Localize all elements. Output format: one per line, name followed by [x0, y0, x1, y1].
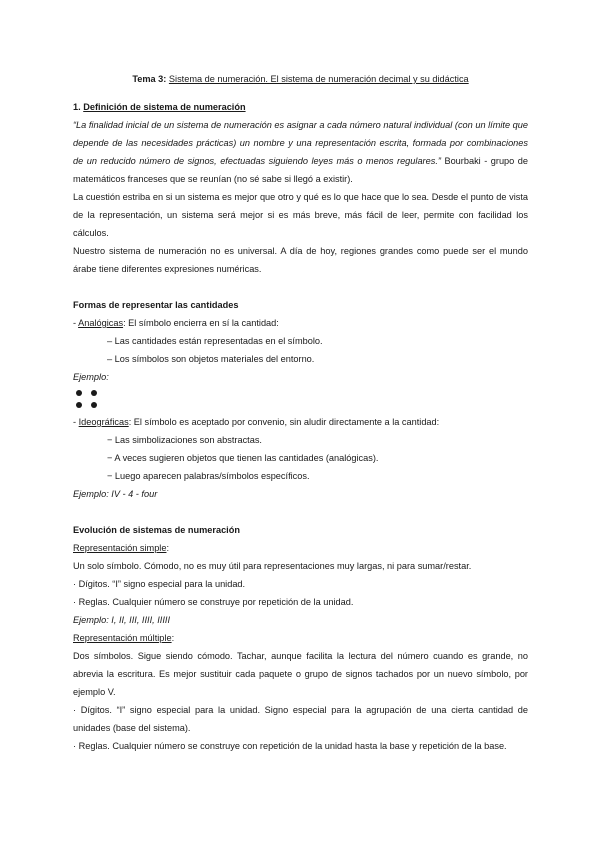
dot — [91, 402, 97, 408]
dot — [76, 402, 82, 408]
bourbaki-quote: “La finalidad inicial de un sistema de numeración es asignar a cada número natural individual (con un límite que depende de las necesidades prácticas) un nombre y una representación escrita, formada por combinaciones de un reducido número de signos, efectuadas siguiendo leyes más o menos regulares.” — [73, 120, 528, 166]
multiple-line: · Dígitos. “I” signo especial para la unidad. Signo especial para la agrupación de una cierta cantidad de unidades (base del sistema). — [73, 705, 528, 733]
dot — [91, 390, 97, 396]
simple-line: · Reglas. Cualquier número se construye por repetición de la unidad. — [73, 597, 354, 607]
analogicas-line — [73, 314, 528, 332]
multiple-heading-line — [73, 629, 528, 647]
formas-heading: Formas de representar las cantidades — [73, 300, 239, 310]
paragraph-criteria: La cuestión estriba en si un sistema es mejor que otro y qué es lo que hace que lo sea. Desde el punto de vista de la representación, un sistema será mejor si es más breve, más fácil de leer, permite con facilidad los cálculos. — [73, 192, 528, 238]
ideograficas-item: − Luego aparecen palabras/símbolos específicos. — [107, 471, 310, 481]
spacer — [73, 503, 528, 521]
four-dots-figure — [76, 390, 100, 408]
ideograficas-line — [73, 413, 528, 431]
dot — [76, 390, 82, 396]
analogicas-item: – Los símbolos son objetos materiales del entorno. — [107, 354, 315, 364]
document-page — [73, 70, 528, 755]
analogicas-item: – Las cantidades están representadas en el símbolo. — [107, 336, 323, 346]
quote-attribution: Bourbaki - grupo de matemáticos franceses que se reunían (no sé sabe si llegó a existir). — [73, 156, 529, 184]
spacer — [73, 278, 528, 296]
multiple-line: · Reglas. Cualquier número se construye con repetición de la unidad hasta la base y repetición de la base. — [73, 741, 507, 751]
analogicas-desc: : El símbolo encierra en sí la cantidad: — [123, 318, 279, 328]
multiple-line: Dos símbolos. Sigue siendo cómodo. Tachar, aunque facilita la lectura del número cuando es grande, no abrevia la escritura. Es mejor sustituir cada paquete o grupo de signos tachados por un nuevo símbolo, por ejemplo V. — [73, 651, 528, 697]
title-prefix: Tema 3: — [132, 74, 169, 84]
section-1-title: Definición de sistema de numeración — [83, 102, 246, 112]
definition-paragraph — [73, 116, 528, 188]
simple-colon: : — [166, 543, 170, 553]
ideograficas-item: − Las simbolizaciones son abstractas. — [107, 435, 262, 445]
ideograficas-term: Ideográficas — [78, 417, 129, 427]
analogicas-dash: - — [73, 318, 79, 328]
paragraph-universal: Nuestro sistema de numeración no es universal. A día de hoy, regiones grandes como puede ser el mundo árabe tiene diferentes expresiones numéricas. — [73, 246, 528, 274]
section-1-number: 1. — [73, 102, 84, 112]
evolucion-heading: Evolución de sistemas de numeración — [73, 525, 240, 535]
analogicas-example: Ejemplo: — [73, 372, 109, 382]
multiple-colon: : — [171, 633, 175, 643]
simple-heading: Representación simple — [73, 543, 167, 553]
document-title — [73, 70, 528, 88]
simple-example: Ejemplo: I, II, III, IIII, IIIII — [73, 615, 171, 625]
simple-heading-line — [73, 539, 528, 557]
ideograficas-example: Ejemplo: IV - 4 - four — [73, 489, 158, 499]
ideograficas-item: − A veces sugieren objetos que tienen las cantidades (analógicas). — [107, 453, 379, 463]
ideograficas-dash: - — [73, 417, 79, 427]
multiple-heading: Representación múltiple — [73, 633, 172, 643]
section-1-heading — [73, 98, 528, 116]
simple-line: Un solo símbolo. Cómodo, no es muy útil para representaciones muy largas, ni para sumar/restar. — [73, 561, 472, 571]
ideograficas-desc: : El símbolo es aceptado por convenio, sin aludir directamente a la cantidad: — [128, 417, 440, 427]
title-text: Sistema de numeración. El sistema de numeración decimal y su didáctica — [168, 74, 469, 84]
simple-line: · Dígitos. “I” signo especial para la unidad. — [73, 579, 246, 589]
analogicas-term: Analógicas — [78, 318, 124, 328]
